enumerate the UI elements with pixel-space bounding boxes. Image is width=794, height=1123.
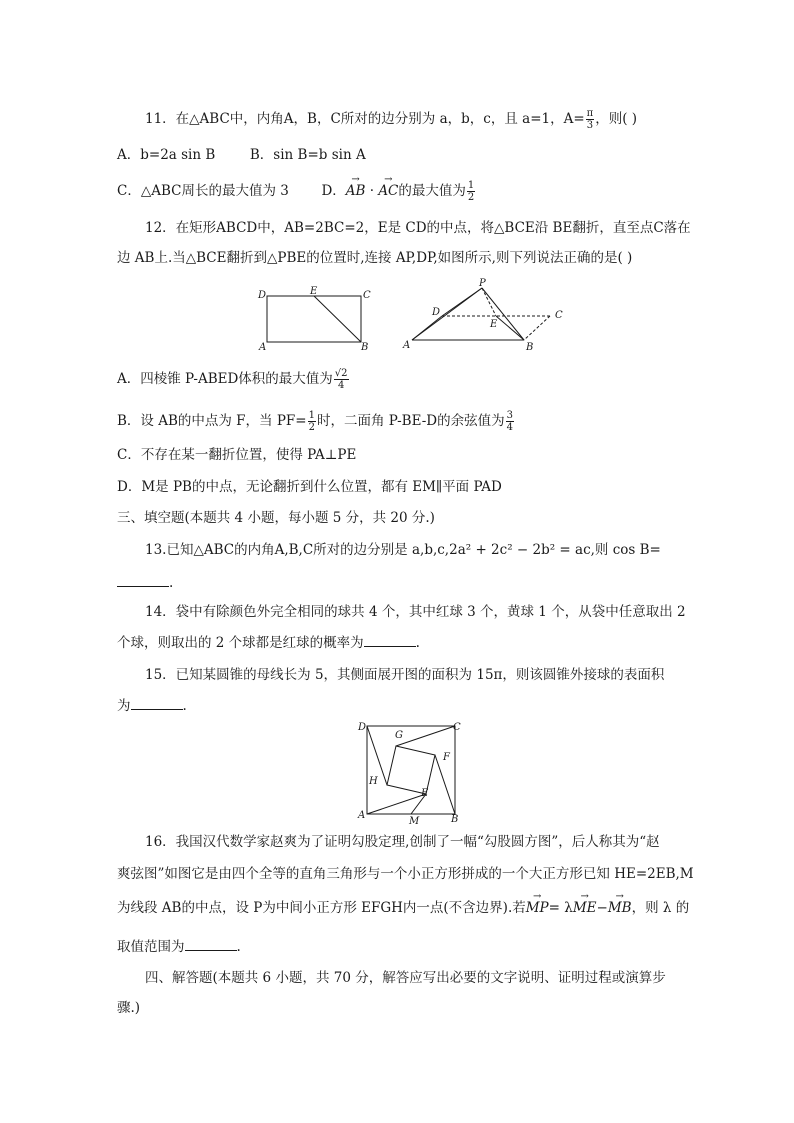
label-H: H [369, 776, 378, 787]
q11-option-b: B．sin B=b sin A [249, 147, 366, 163]
q11-options-cd [117, 180, 476, 203]
label-A: A [403, 340, 411, 351]
label-E: E [421, 788, 429, 799]
label-B: B [361, 342, 369, 352]
q12-option-c: C．不存在某一翻折位置，使得 PA⊥PE [117, 447, 357, 463]
label-F: F [443, 752, 450, 763]
label-M: M [409, 816, 420, 826]
q16-figure-zhaoshuang [355, 716, 467, 826]
section-solution-heading-line1: 四、解答题(本题共 6 小题，共 70 分，解答应写出必要的文字说明、证明过程或演算步 [145, 970, 666, 986]
q13-answer-blank[interactable] [117, 572, 169, 587]
q16-line4: 取值范围为 . [117, 936, 241, 957]
label-D: D [358, 722, 367, 733]
q12-option-b: B．设 AB的中点为 F，当 PF= $\frac{1}{2}$ 时，二面角 P-BE-D的余弦值为 $\frac{3}{4}$ [117, 410, 513, 433]
label-D: D [432, 307, 441, 318]
label-E: E [490, 319, 498, 330]
q16-answer-blank[interactable] [185, 936, 237, 951]
q15-line2: 为 . [117, 695, 187, 716]
q11-option-a: A．b=2a sin B [117, 147, 216, 163]
label-D: D [258, 290, 267, 301]
q11-option-d: D．→ AB · → AC的最大值为 $\frac{1}{2}$ [321, 183, 476, 199]
label-C: C [363, 290, 371, 301]
q16-line3: 为线段 AB的中点，设 P为中间小正方形 EFGH内一点(不含边界).若→ MP= λ→ ME−→ MB，则 λ 的 [117, 898, 689, 918]
q13-line1: 13.已知△ABC的内角A,B,C所对的边分别是 a,b,c,2a² + 2c² − 2b² = ac,则 cos B= [145, 542, 661, 558]
q14-answer-blank[interactable] [364, 632, 416, 647]
q11-options-ab [117, 145, 366, 165]
label-C: C [453, 722, 461, 733]
q11-option-c: C．△ABC周长的最大值为 3 [117, 183, 289, 199]
q12-option-a: A．四棱锥 P-ABED体积的最大值为 $\frac{√2}{4}$ [117, 368, 348, 391]
label-G: G [395, 730, 403, 741]
q15-line1: 15．已知某圆锥的母线长为 5，其侧面展开图的面积为 15π，则该圆锥外接球的表面积 [145, 667, 665, 683]
q15-answer-blank[interactable] [131, 695, 183, 710]
q14-line1: 14．袋中有除颜色外完全相同的球共 4 个，其中红球 3 个，黄球 1 个，从袋中任意取出 2 [145, 604, 686, 620]
label-P: P [479, 278, 486, 289]
label-B: B [526, 342, 534, 353]
label-E: E [310, 286, 318, 297]
label-A: A [358, 810, 366, 821]
q11-stem: 11．在△ABC中，内角A，B，C所对的边分别为 a，b，c，且 a=1，A= $\frac{\pi}{3}$ ，则( ) [145, 108, 638, 131]
q16-line1: 16．我国汉代数学家赵爽为了证明勾股定理,创制了一幅“勾股圆方图”，后人称其为“赵 [145, 834, 660, 850]
q16-line2: 爽弦图”如图它是由四个全等的直角三角形与一个小正方形拼成的一个大正方形已知 HE=2EB,M [117, 866, 694, 882]
q12-figure-pyramid [400, 276, 572, 354]
q12-figure-rectangle [255, 286, 375, 352]
q12-line2: 边 AB上.当△BCE翻折到△PBE的位置时,连接 AP,DP,如图所示,则下列说法正确的是( ) [117, 250, 633, 266]
section-solution-heading-line2: 骤.) [117, 1000, 141, 1016]
q13-line2: . [117, 572, 173, 593]
label-C: C [555, 310, 563, 321]
label-A: A [259, 342, 267, 352]
q11-fraction: $\frac{\pi}{3}$ [586, 108, 594, 131]
section-fill-in-heading: 三、填空题(本题共 4 小题，每小题 5 分，共 20 分.) [117, 510, 435, 526]
label-B: B [451, 814, 459, 825]
q14-line2: 个球，则取出的 2 个球都是红球的概率为 . [117, 632, 420, 653]
q12-line1: 12．在矩形ABCD中，AB=2BC=2，E是 CD的中点，将△BCE沿 BE翻折，直至点C落在 [145, 220, 691, 236]
q12-option-d: D．M是 PB的中点，无论翻折到什么位置，都有 EM∥平面 PAD [117, 479, 502, 495]
